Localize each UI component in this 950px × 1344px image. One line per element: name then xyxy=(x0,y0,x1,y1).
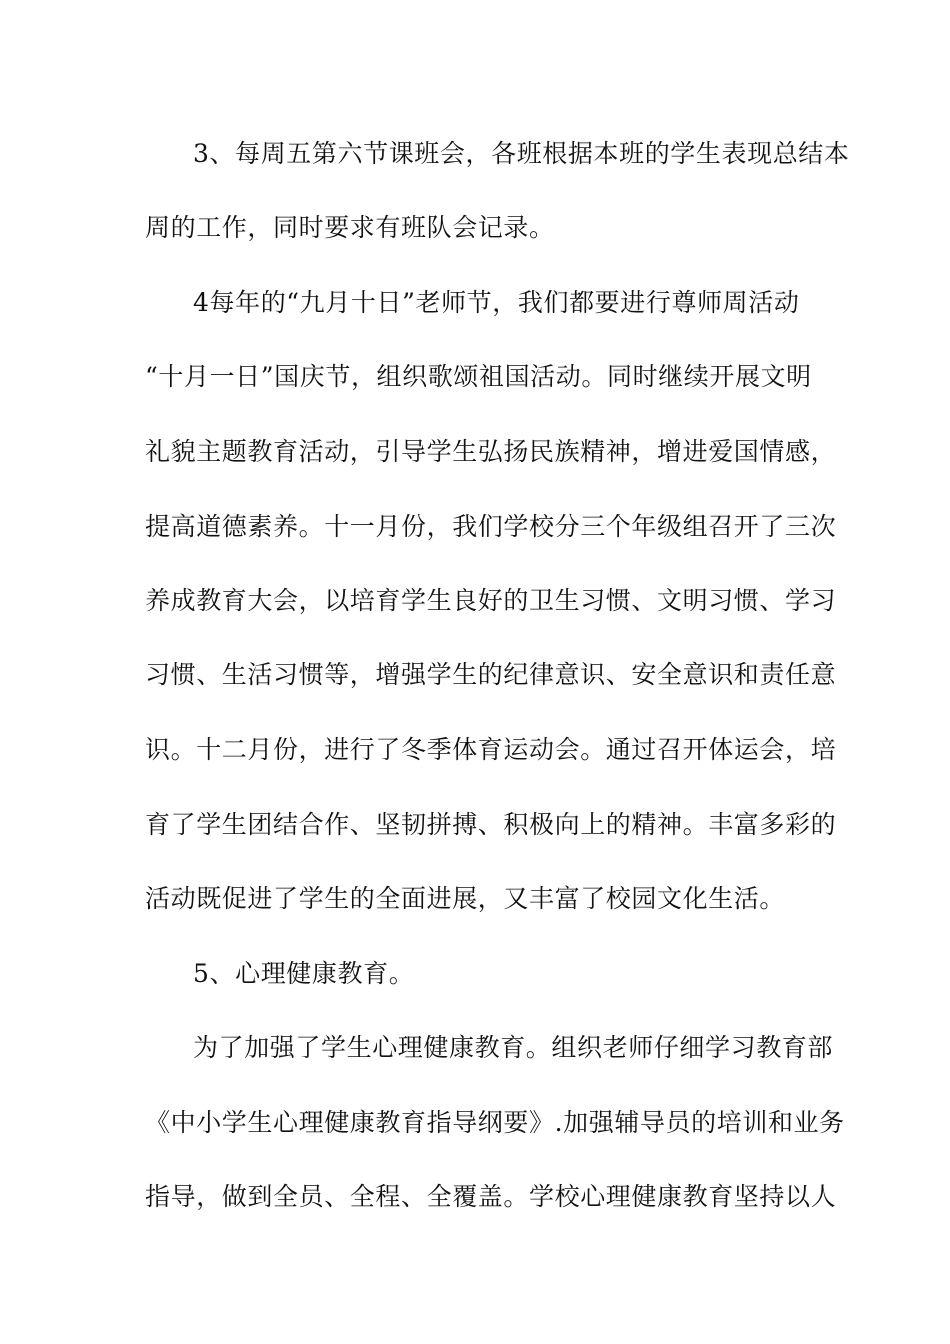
text-line: “十月一日”国庆节，组织歌颂祖国活动。同时继续开展文明 xyxy=(145,362,812,391)
text-line: 3、每周五第六节课班会，各班根据本班的学生表现总结本 xyxy=(193,139,850,168)
text-line: 礼貌主题教育活动，引导学生弘扬民族精神，增进爱国情感， xyxy=(145,437,837,466)
text-line: 指导，做到全员、全程、全覆盖。学校心理健康教育坚持以人 xyxy=(145,1182,837,1211)
text-line: 周的工作，同时要求有班队会记录。 xyxy=(145,213,555,242)
text-line: 养成教育大会，以培育学生良好的卫生习惯、文明习惯、学习 xyxy=(145,586,837,615)
text-line: 习惯、生活习惯等，增强学生的纪律意识、安全意识和责任意 xyxy=(145,660,837,689)
text-line: 5、心理健康教育。 xyxy=(193,959,415,988)
text-line: 育了学生团结合作、坚韧拼搏、积极向上的精神。丰富多彩的 xyxy=(145,810,837,839)
text-line: 为了加强了学生心理健康教育。组织老师仔细学习教育部 xyxy=(193,1033,834,1062)
text-line: 《中小学生心理健康教育指导纲要》.加强辅导员的培训和业务 xyxy=(145,1108,845,1137)
text-line: 活动既促进了学生的全面进展，又丰富了校园文化生活。 xyxy=(145,884,786,913)
text-line: 4每年的“九月十日”老师节，我们都要进行尊师周活动 xyxy=(193,288,800,317)
text-line: 识。十二月份，进行了冬季体育运动会。通过召开体运会，培 xyxy=(145,735,837,764)
text-line: 提高道德素养。十一月份，我们学校分三个年级组召开了三次 xyxy=(145,512,837,541)
